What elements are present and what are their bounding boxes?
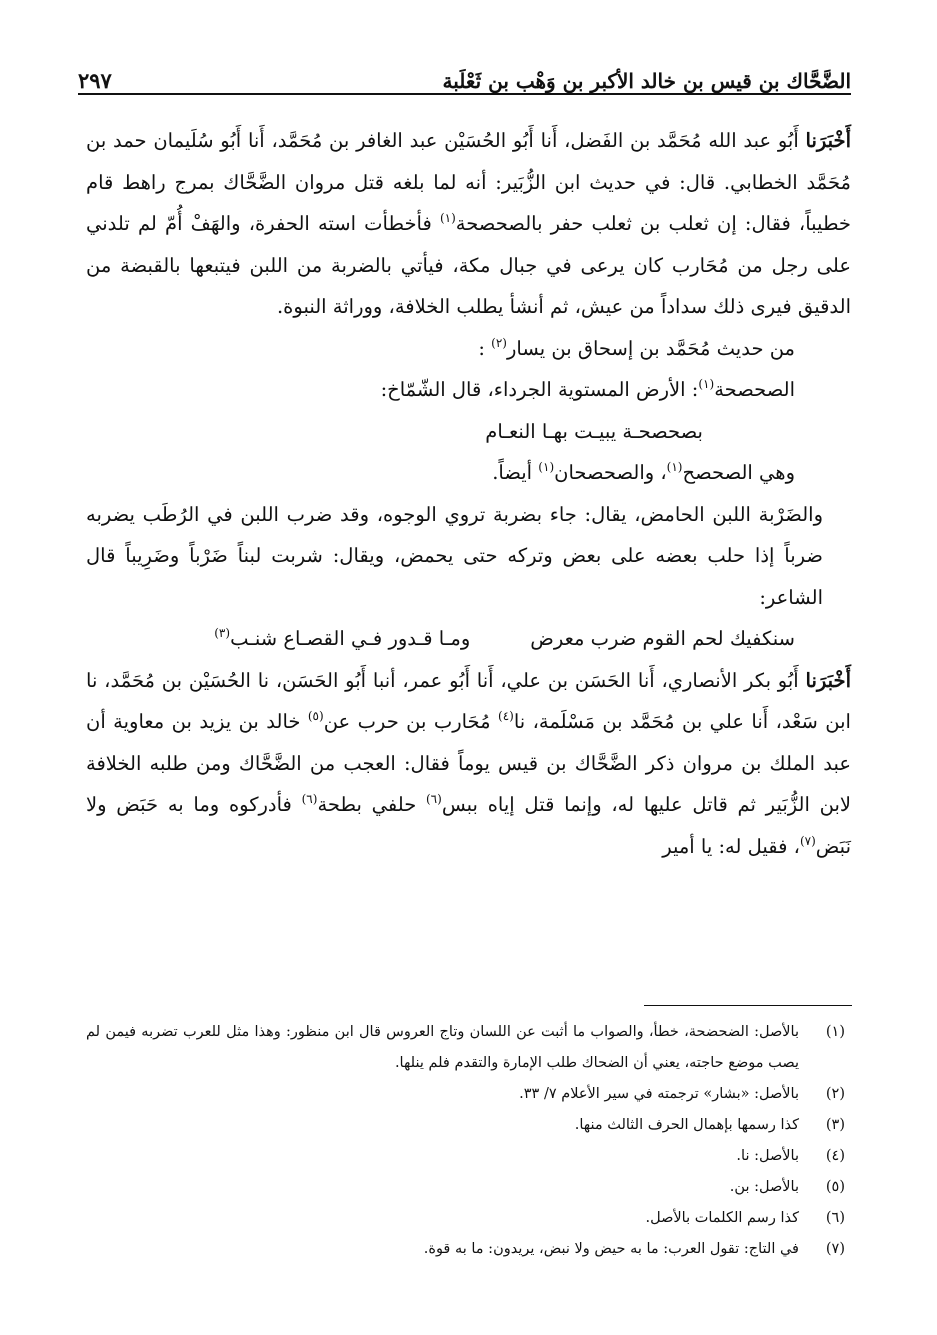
paragraph-text: من حديث مُحَمَّد بن إسحاق بن يسار xyxy=(506,336,795,360)
paragraph-text: والضَرْبة اللبن الحامض، يقال: جاء بضربة تروي الوجوه، وقد ضرب اللبن في الرُطَب يضربه ضرباً إذا حلب بعضه على بعض وتركه حتى يحمض، ويقال: شربت لبناً ضَرْباً وضَرِيباً قال الشاعر: xyxy=(86,502,823,609)
footnote-ref: (٢) xyxy=(491,335,507,350)
paragraph-5 xyxy=(86,494,851,619)
footnote-item xyxy=(86,1110,845,1141)
footnotes xyxy=(86,1017,845,1265)
footnote-ref: (١) xyxy=(698,377,715,391)
footnote-number: (٤) xyxy=(825,1148,845,1164)
footnote-text: كذا رسم الكلمات بالأصل. xyxy=(645,1210,799,1226)
lead-word: أَخْبَرَنا xyxy=(805,668,851,692)
verse-hemistich-1: سنكفيك لحم القوم ضرب معرض xyxy=(530,627,795,650)
footnote-item xyxy=(86,1017,845,1079)
verse-text: بصحصحـة يبيـت بهـا النعـام xyxy=(485,419,703,443)
footnote-ref: (٣) xyxy=(214,626,231,640)
paragraph-2 xyxy=(86,328,851,370)
paragraph-text: ، والصحصحان xyxy=(554,461,667,484)
paragraph-text: أيضاً. xyxy=(492,461,539,484)
footnote-item xyxy=(86,1172,845,1203)
paragraph-text: حلفي بطحة xyxy=(317,793,426,816)
footnote-item xyxy=(86,1203,845,1234)
footnote-divider xyxy=(644,1005,852,1006)
footnote-number: (١) xyxy=(825,1024,845,1040)
paragraph-text: : الأرض المستوية الجرداء، قال الشّمّاخ: xyxy=(380,378,699,401)
lead-word: أَخْبَرَنا xyxy=(805,129,851,152)
main-text xyxy=(86,120,851,867)
footnote-item xyxy=(86,1141,845,1172)
paragraph-4 xyxy=(86,452,851,494)
paragraph-text: : xyxy=(478,336,485,360)
footnote-ref: (١) xyxy=(439,211,456,225)
paragraph-text: مُحَارب بن حرب عن xyxy=(323,710,498,733)
footnote-number: (٢) xyxy=(825,1086,845,1102)
paragraph-text: فأدركوه وما به حَبَض ولا نَبَض xyxy=(86,793,851,858)
paragraph-text: خالد بن يزيد بن معاوية أن عبد الملك بن مروان ذكر الضَّحَّاك بن قيس يوماً فقال: العجب من الضَّحَّاك ومن طلبه الخلافة لابن الزُّبَير ثم قاتل عليها له، وإنما قتل إياه ببس xyxy=(86,710,851,816)
footnote-ref: (١) xyxy=(538,460,555,474)
footnote-text: بالأصل: «بشار» ترجمته في سير الأعلام ٧/ ٣٣. xyxy=(519,1086,799,1102)
paragraph-text: أَبُو بكر الأنصاري، أَنا الحَسَن بن علي، أَنا أَبُو عمر، أنبا أَبُو الحَسَن، نا الحُسَيْن بن مُحَمَّد، نا ابن سَعْد، أَنا علي بن مُحَمَّد بن مَسْلَمة، نا xyxy=(86,668,851,733)
running-header xyxy=(78,55,851,95)
paragraph-3 xyxy=(86,369,851,411)
paragraph-text: الصحصحة xyxy=(714,378,795,401)
footnote-number: (٦) xyxy=(825,1210,845,1226)
footnote-text: بالأصل: الضحضحة، خطأ، والصواب ما أثبت عن اللسان وتاج العروس قال ابن منظور: وهذا مثل للعرب تضربه فيمن لم يصب موضع حاجته، يعني أن الضحاك طلب الإمارة والتقدم فلم ينلها. xyxy=(86,1024,799,1071)
verse-text: ومـا قـدور فـي القصـاع شنـب xyxy=(230,627,471,650)
paragraph-6 xyxy=(86,660,851,868)
footnote-ref: (٥) xyxy=(307,709,324,723)
paragraph-text: ، فقيل له: يا أمير xyxy=(662,834,800,858)
header-title: الضَّحَّاك بن قيس بن خالد الأكبر بن وَهْب بن ثَعْلَبة xyxy=(442,69,851,93)
page-number: ٢٩٧ xyxy=(78,68,112,93)
footnote-ref: (٦) xyxy=(425,792,442,806)
footnote-ref: (٦) xyxy=(301,792,318,806)
footnote-number: (٧) xyxy=(825,1241,845,1257)
footnote-ref: (٧) xyxy=(799,833,816,848)
footnote-text: بالأصل: نا. xyxy=(736,1148,799,1164)
footnote-text: في التاج: تقول العرب: ما به حيض ولا نبض، يريدون: ما به قوة. xyxy=(423,1241,799,1257)
paragraph-1 xyxy=(86,120,851,328)
footnote-number: (٥) xyxy=(825,1179,845,1195)
paragraph-text: وهي الصحصح xyxy=(682,461,795,484)
verse-hemistich-2 xyxy=(214,618,470,660)
footnote-item xyxy=(86,1234,845,1265)
paragraph-text: أَبُو عبد الله مُحَمَّد بن الفَضل، أَنا أَبُو الحُسَيْن عبد الغافر بن مُحَمَّد، أَنا أَبُو سُلَيمان حمد بن مُحَمَّد الخطابي. قال: في حديث ابن الزُّبَير: أنه لما بلغه قتل مروان الضَّحَّاك بمرج راهط قام خطيباً، فقال: إن ثعلب بن ثعلب حفر بالصحصحة xyxy=(86,129,851,235)
footnote-ref: (٤) xyxy=(498,709,514,723)
footnote-text: بالأصل: بن. xyxy=(729,1179,799,1195)
paragraph-text: فأخطأت استه الحفرة، والهَفْ أُمّ لم تلدني على رجل من مُحَارب كان يرعى في جبال مكة، فيأتي بالضربة من اللبن فيتبعها بالقبضة من الدقيق فيرى ذلك سداداً من عيش، ثم أنشأ يطلب الخلافة، ووراثة النبوة. xyxy=(86,212,851,318)
footnote-text: كذا رسمها بإهمال الحرف الثالث منها. xyxy=(574,1117,799,1133)
footnote-number: (٣) xyxy=(825,1117,845,1133)
verse-line-1 xyxy=(86,411,851,453)
footnote-item xyxy=(86,1079,845,1110)
footnote-ref: (١) xyxy=(666,460,683,474)
verse-line-2 xyxy=(86,618,851,660)
